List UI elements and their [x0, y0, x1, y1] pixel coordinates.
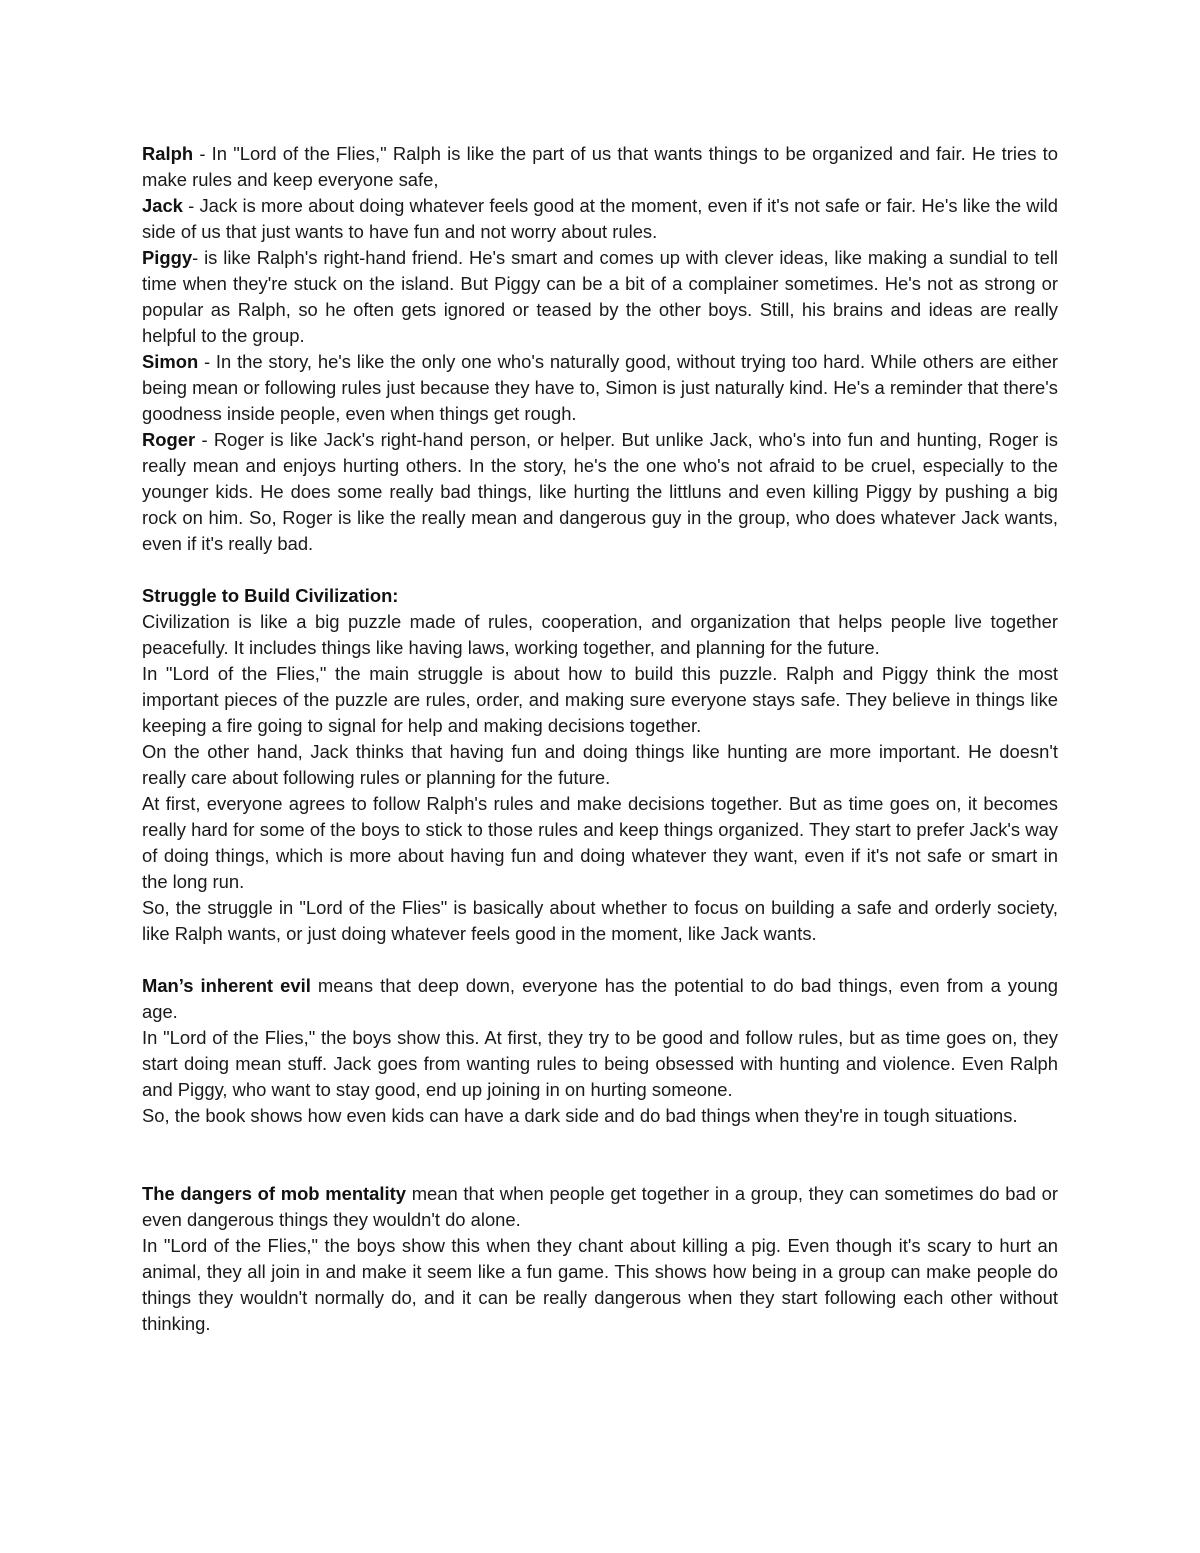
section-heading — [142, 583, 1058, 609]
inherent-evil-section — [142, 973, 1058, 1129]
character-name: Piggy — [142, 247, 193, 268]
character-piggy — [142, 245, 1058, 349]
inherent-evil-term: Man’s inherent evil — [142, 975, 311, 996]
section-spacer — [142, 557, 1058, 583]
paragraph: On the other hand, Jack thinks that having fun and doing things like hunting are more important. He doesn't really care about following rules or planning for the future. — [142, 741, 1058, 788]
document-page — [142, 141, 1058, 1337]
character-description: - Jack is more about doing whatever feels good at the moment, even if it's not safe or fair. He's like the wild side of us that just wants to have fun and not worry about rules. — [142, 195, 1058, 242]
mob-mentality-section — [142, 1181, 1058, 1337]
mob-mentality-intro — [142, 1181, 1058, 1233]
character-name: Ralph — [142, 143, 194, 164]
paragraph: In "Lord of the Flies," the main struggle is about how to build this puzzle. Ralph and Piggy think the most important pieces of the puzzle are rules, order, and making sure everyone stays safe. They believe in things like keeping a fire going to signal for help and making decisions together. — [142, 663, 1058, 736]
paragraph: In "Lord of the Flies," the boys show this when they chant about killing a pig. Even though it's scary to hurt an animal, they all join in and make it seem like a fun game. This shows how being in a group can make people do things they wouldn't normally do, and it can be really dangerous when they start following each other without thinking. — [142, 1235, 1058, 1334]
paragraph: So, the struggle in "Lord of the Flies" is basically about whether to focus on building a safe and orderly society, like Ralph wants, or just doing whatever feels good in the moment, like Jack wants. — [142, 897, 1058, 944]
section-spacer — [142, 947, 1058, 973]
paragraph: At first, everyone agrees to follow Ralph's rules and make decisions together. But as time goes on, it becomes really hard for some of the boys to stick to those rules and keep things organized. They start to prefer Jack's way of doing things, which is more about having fun and doing whatever they want, even if it's not safe or smart in the long run. — [142, 793, 1058, 892]
civilization-heading: Struggle to Build Civilization: — [142, 585, 399, 606]
civilization-section — [142, 583, 1058, 947]
character-ralph — [142, 141, 1058, 193]
character-description: - is like Ralph's right-hand friend. He's smart and comes up with clever ideas, like making a sundial to tell time when they're stuck on the island. But Piggy can be a bit of a complainer sometimes. He's not as strong or popular as Ralph, so he often gets ignored or teased by the other boys. Still, his brains and ideas are really helpful to the group. — [142, 247, 1058, 346]
inherent-evil-definition: means that deep down, everyone has the potential to do bad things, even from a young age. — [142, 975, 1058, 1022]
character-jack — [142, 193, 1058, 245]
character-description: - Roger is like Jack's right-hand person, or helper. But unlike Jack, who's into fun and hunting, Roger is really mean and enjoys hurting others. In the story, he's the one who's not afraid to be cruel, especially to the younger kids. He does some really bad things, like hurting the littluns and even killing Piggy by pushing a big rock on him. So, Roger is like the really mean and dangerous guy in the group, who does whatever Jack wants, even if it's really bad. — [142, 429, 1058, 554]
inherent-evil-intro — [142, 973, 1058, 1025]
character-description: - In "Lord of the Flies," Ralph is like the part of us that wants things to be organized and fair. He tries to make rules and keep everyone safe, — [142, 143, 1058, 190]
character-name: Jack — [142, 195, 183, 216]
paragraph: Civilization is like a big puzzle made of rules, cooperation, and organization that helps people live together peacefully. It includes things like having laws, working together, and planning for the future. — [142, 611, 1058, 658]
character-simon — [142, 349, 1058, 427]
character-name: Roger — [142, 429, 196, 450]
section-spacer — [142, 1129, 1058, 1181]
character-roger — [142, 427, 1058, 557]
mob-mentality-term: The dangers of mob mentality — [142, 1183, 406, 1204]
paragraph: So, the book shows how even kids can have a dark side and do bad things when they're in tough situations. — [142, 1105, 1018, 1126]
paragraph: In "Lord of the Flies," the boys show this. At first, they try to be good and follow rules, but as time goes on, they start doing mean stuff. Jack goes from wanting rules to being obsessed with hunting and violence. Even Ralph and Piggy, who want to stay good, end up joining in on hurting someone. — [142, 1027, 1058, 1100]
mob-mentality-definition: mean that when people get together in a group, they can sometimes do bad or even dangerous things they wouldn't do alone. — [142, 1183, 1059, 1230]
character-section — [142, 141, 1058, 557]
character-description: - In the story, he's like the only one who's naturally good, without trying too hard. While others are either being mean or following rules just because they have to, Simon is just naturally kind. He's a reminder that there's goodness inside people, even when things get rough. — [142, 351, 1058, 424]
character-name: Simon — [142, 351, 199, 372]
